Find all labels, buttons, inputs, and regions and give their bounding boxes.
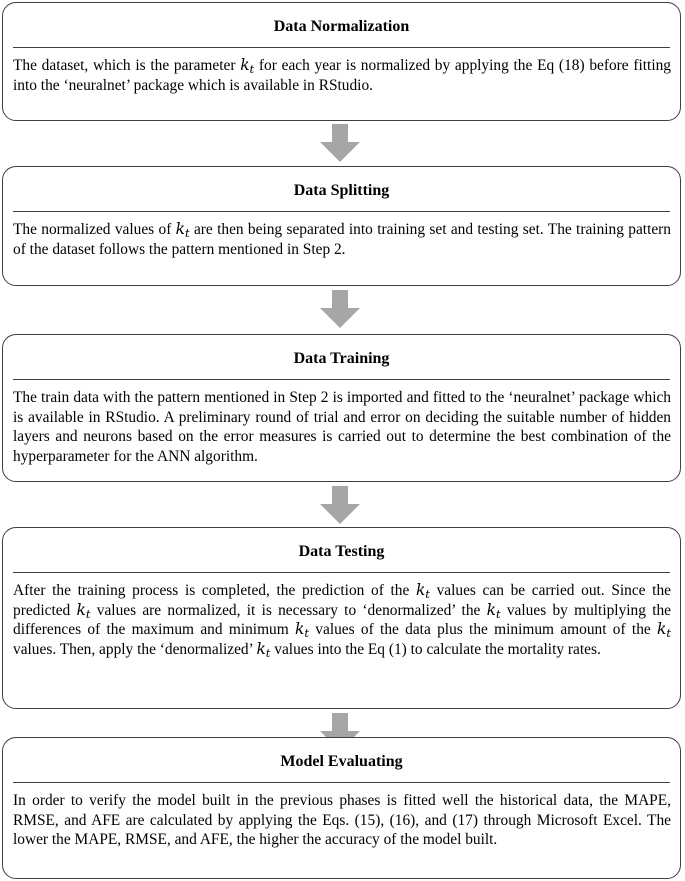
down-arrow-icon	[320, 486, 360, 524]
step-title: Data Normalization	[273, 18, 410, 35]
kt-symbol: $k_t$	[175, 220, 190, 240]
step-box-data-testing	[2, 527, 681, 709]
kt-symbol: $k_t$	[415, 581, 430, 601]
kt-symbol: $k_t$	[76, 600, 91, 621]
step-box-data-normalization	[2, 2, 681, 121]
step-description: The normalized values of $k_t$ are then being separated into training set and testing set. The training pattern of the dataset follows the pattern mentioned in Step 2.	[13, 220, 671, 258]
step-box-data-training	[2, 334, 681, 482]
kt-symbol: $k_t$	[295, 620, 309, 640]
step-description: The train data with the pattern mentioned in Step 2 is imported and fitted to the ‘neuralnet’ package which is available in RStudio. A preliminary round of trial and error on deciding the suitable number of hidden layers and neurons based on the error measures is carried out to determine the best combination of the hyperparameter for the ANN algorithm.	[13, 389, 671, 465]
step-box-model-evaluating	[2, 737, 681, 879]
down-arrow-icon	[320, 124, 360, 162]
kt-symbol: $k_t$	[240, 56, 255, 76]
step-box-data-splitting	[2, 166, 681, 286]
step-title: Data Testing	[298, 543, 385, 560]
kt-symbol: $k_t$	[486, 600, 501, 621]
down-arrow-icon	[320, 290, 360, 328]
step-description: In order to verify the model built in the previous phases is fitted well the historical data, the MAPE, RMSE, and AFE are calculated by applying the Eqs. (15), (16), and (17) through Microsoft Excel. The lower the MAPE, RMSE, and AFE, the higher the accuracy of the model built.	[13, 792, 671, 848]
step-title: Model Evaluating	[280, 753, 403, 770]
kt-symbol: $k_t$	[256, 639, 271, 660]
step-title: Data Training	[293, 350, 390, 367]
step-description: The dataset, which is the parameter $k_t$ for each year is normalized by applying the Eq (18) before fitting into the ‘neuralnet’ package which is available in RStudio.	[13, 56, 671, 94]
step-description: After the training process is completed, the prediction of the $k_t$ values can be carried out. Since the predicted $k_t$ values are normalized, it is necessary to ‘denormalized’ the $k_t$ values by multiplying the differences of the maximum and minimum $k_t$ values of the data plus the minimum amount of the $k_t$ values. Then, apply the ‘denormalized’ $k_t$ values into the Eq (1) to calculate the mortality rates.	[13, 581, 671, 660]
step-title: Data Splitting	[293, 182, 390, 199]
kt-symbol: $k_t$	[657, 620, 671, 640]
